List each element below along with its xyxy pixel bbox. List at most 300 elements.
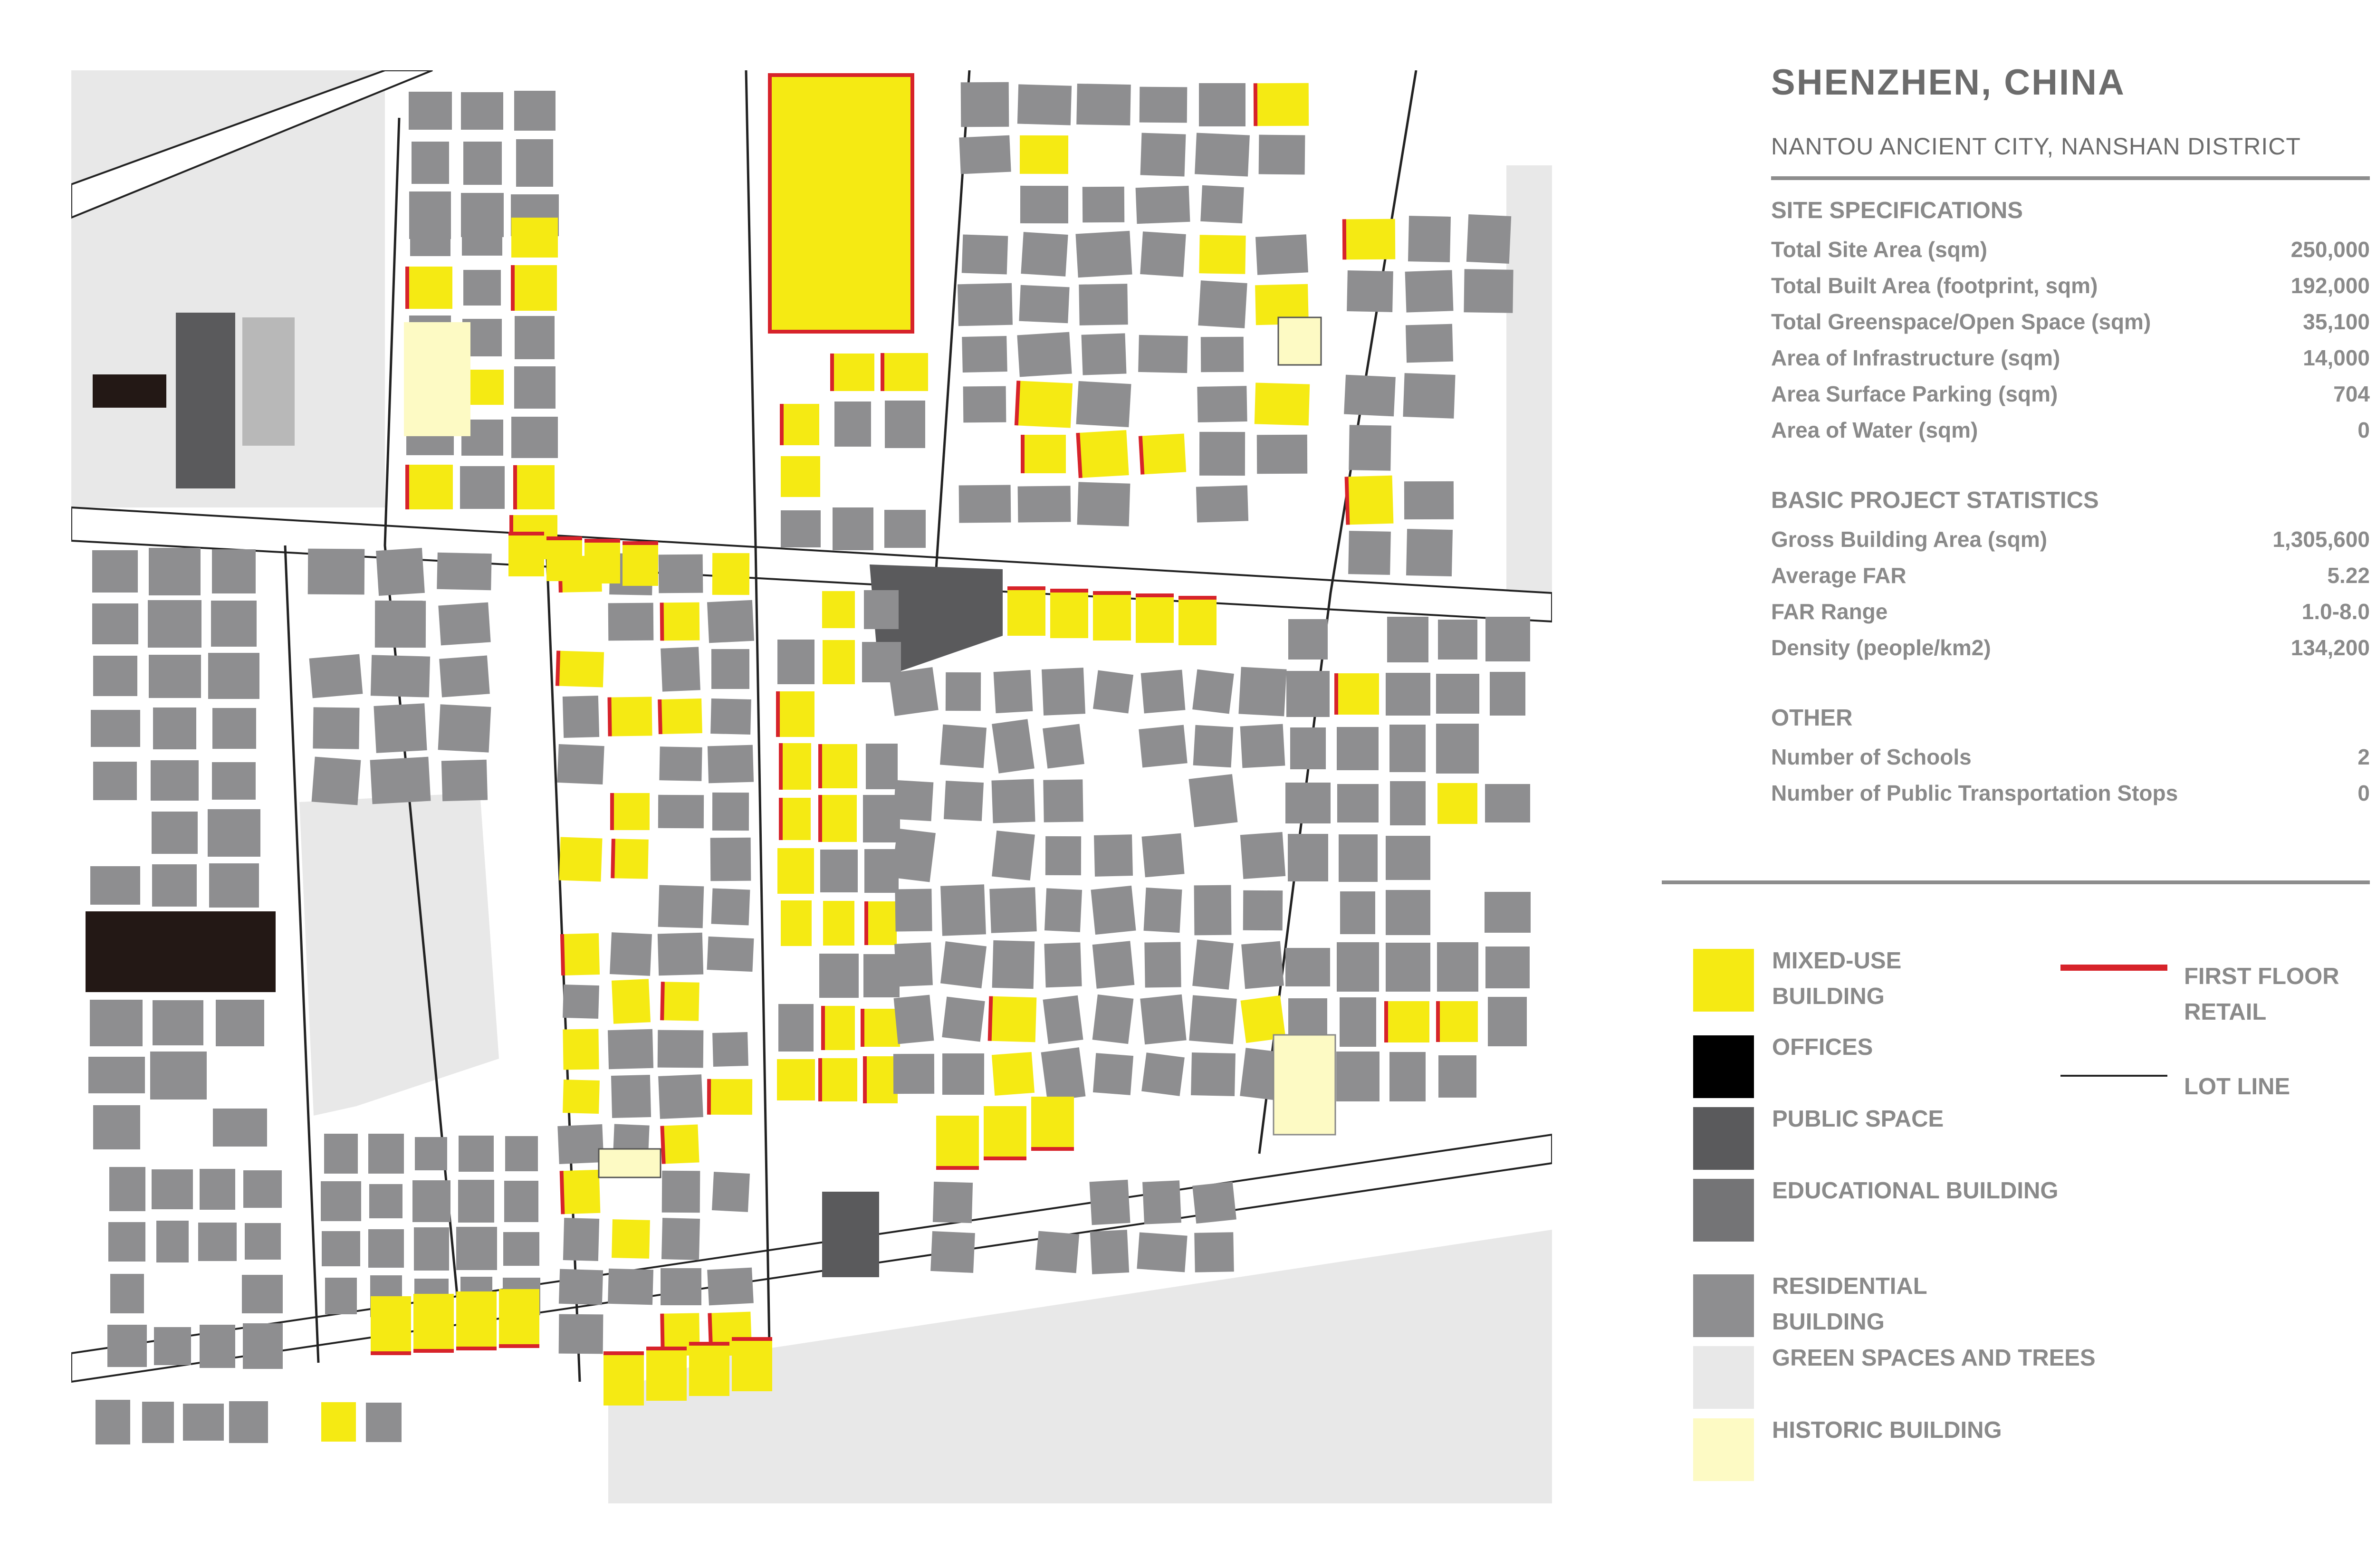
residential-building [153, 708, 196, 749]
residential-building [661, 1218, 700, 1260]
residential-building [1141, 1052, 1185, 1096]
residential-building [991, 779, 1035, 823]
residential-building [1042, 668, 1085, 716]
residential-building [1485, 617, 1530, 661]
residential-building [1257, 435, 1307, 474]
first-floor-retail-line [660, 982, 665, 1020]
residential-building [150, 1052, 207, 1100]
residential-building [1485, 784, 1530, 822]
residential-building [1389, 1052, 1426, 1101]
residential-building [153, 1000, 203, 1045]
residential-building [439, 655, 490, 697]
residential-building [412, 1180, 450, 1222]
residential-building [659, 555, 703, 593]
residential-building [410, 220, 450, 256]
residential-building [1077, 482, 1131, 526]
residential-building [942, 997, 985, 1042]
residential-building [1189, 995, 1237, 1044]
residential-building [707, 937, 754, 972]
residential-building [559, 1314, 604, 1354]
mixed-use-building [513, 265, 557, 311]
residential-building [608, 603, 654, 641]
first-floor-retail-line [604, 1351, 644, 1355]
mixed-use-building [820, 744, 857, 788]
first-floor-retail-line [508, 532, 544, 535]
mixed-use-building [882, 353, 928, 391]
mixed-use-building [456, 1291, 497, 1348]
residential-building [1386, 890, 1430, 935]
residential-building [312, 756, 361, 805]
residential-building [608, 1029, 653, 1069]
mixed-use-building [1199, 235, 1245, 274]
first-floor-retail-line [821, 1006, 825, 1050]
mixed-use-building [732, 1339, 772, 1391]
mixed-use-building [371, 1296, 411, 1353]
residential-building [1141, 833, 1184, 878]
stat-label: Average FAR [1771, 563, 1907, 588]
stat-value: 1,305,600 [2272, 527, 2370, 552]
residential-building [243, 1323, 283, 1369]
mixed-use-building [1140, 434, 1186, 475]
first-floor-retail-line [1031, 1147, 1074, 1151]
mixed-use-building [822, 591, 855, 628]
mixed-use-building [1437, 783, 1477, 824]
residential-building [992, 940, 1035, 989]
mixed-use-building [1023, 435, 1066, 473]
legend-green [1693, 1346, 2096, 1409]
legend-label: HISTORIC BUILDING [1772, 1417, 2002, 1443]
residential-building [1137, 1232, 1187, 1272]
residential-building [374, 703, 427, 753]
mixed-use-building [612, 979, 651, 1023]
residential-building [152, 812, 198, 854]
residential-building [708, 745, 754, 784]
first-floor-retail-line [779, 743, 783, 790]
residential-building [463, 270, 501, 306]
residential-building [514, 91, 556, 131]
residential-building [200, 1169, 235, 1210]
residential-building [110, 1274, 144, 1313]
residential-building [930, 1231, 975, 1273]
residential-building [107, 1325, 147, 1367]
mixed-use-building [984, 1106, 1026, 1158]
divider [1771, 176, 2370, 180]
first-floor-retail-line [863, 1056, 867, 1103]
spec-value: 0 [2357, 418, 2370, 442]
offices-block-1 [93, 374, 166, 408]
residential-building [994, 670, 1033, 713]
first-floor-retail-line [1436, 1001, 1440, 1042]
first-floor-retail-line [864, 901, 868, 945]
residential-building [1438, 620, 1477, 660]
residential-building [894, 942, 933, 986]
residential-building [90, 1000, 143, 1046]
residential-building [1438, 1055, 1476, 1098]
residential-building [1197, 386, 1247, 422]
mixed-use-building [778, 691, 814, 737]
residential-building [1405, 270, 1454, 312]
residential-building [154, 1327, 191, 1365]
residential-building [516, 139, 553, 187]
residential-building [712, 793, 749, 831]
residential-building [412, 142, 449, 184]
first-floor-retail-line [513, 465, 517, 509]
mixed-use-building [613, 839, 649, 879]
residential-building [893, 780, 934, 822]
residential-building [1336, 1052, 1380, 1101]
residential-building [661, 647, 700, 691]
historic-building-3 [1278, 317, 1321, 365]
residential-building [1043, 995, 1083, 1044]
other-label: Number of Schools [1771, 745, 1972, 769]
residential-building [1464, 269, 1513, 313]
residential-building [1140, 87, 1188, 123]
retail-line-swatch [2060, 965, 2167, 971]
mixed-use-building [1344, 219, 1396, 260]
residential-building [1288, 619, 1328, 660]
residential-building [1199, 83, 1245, 126]
spec-row [1771, 412, 2370, 448]
residential-building [1403, 373, 1455, 419]
residential-building [959, 135, 1011, 174]
spec-row [1771, 340, 2370, 376]
residential-building [438, 602, 490, 646]
residential-building [1076, 84, 1131, 125]
residential-building [1240, 724, 1285, 768]
first-floor-retail-line [818, 1058, 822, 1101]
mixed-use-building [562, 1170, 601, 1214]
first-floor-retail-line [610, 793, 614, 830]
residential-building [940, 941, 987, 988]
mixed-use-building [1136, 595, 1174, 643]
residential-building [557, 1124, 604, 1164]
residential-building [1138, 335, 1188, 373]
residential-building [242, 1275, 283, 1313]
first-floor-retail-line [779, 798, 783, 840]
residential-building [375, 601, 426, 648]
mixed-use-building [990, 996, 1037, 1042]
mixed-use-building [646, 1348, 687, 1401]
residential-building [370, 757, 431, 804]
first-floor-retail-line [371, 1351, 411, 1355]
spec-label: Area of Infrastructure (sqm) [1771, 345, 2060, 370]
residential-building [1337, 942, 1379, 992]
spec-row [1771, 231, 2370, 268]
mixed-use-building [499, 1289, 539, 1346]
residential-building [885, 401, 925, 448]
residential-building [961, 82, 1009, 127]
residential-building [1408, 216, 1451, 262]
residential-building [1191, 1052, 1236, 1096]
first-floor-retail-line [1136, 593, 1174, 597]
legend-label: RESIDENTIAL BUILDING [1772, 1273, 1927, 1335]
residential-building [1144, 942, 1181, 987]
mixed-use-building [1255, 83, 1309, 126]
residential-building [1285, 783, 1331, 823]
residential-building [1339, 834, 1378, 882]
residential-building [313, 707, 359, 749]
site-specifications-heading: SITE SPECIFICATIONS [1771, 198, 2023, 223]
residential-building [1406, 324, 1453, 363]
site-map [71, 70, 1552, 1503]
first-floor-retail-line [936, 1166, 979, 1170]
residential-building [1238, 667, 1286, 716]
residential-building [1192, 669, 1234, 714]
residential-building [1466, 214, 1511, 264]
residential-building [608, 1269, 653, 1305]
first-floor-retail-line [660, 602, 664, 641]
other-section [1771, 700, 2370, 811]
residential-building [198, 1223, 237, 1261]
residential-building [1021, 232, 1068, 277]
first-floor-retail-line [646, 1347, 687, 1350]
residential-building [1386, 943, 1430, 992]
residential-building [559, 1269, 603, 1305]
residential-building [1241, 941, 1284, 989]
other-value: 2 [2357, 745, 2370, 769]
residential-building [108, 1222, 145, 1262]
residential-building [93, 762, 137, 800]
residential-building [309, 654, 363, 698]
residential-building [88, 1057, 145, 1093]
mixed-use-building [777, 848, 814, 894]
residential-building [1083, 187, 1124, 223]
residential-building [942, 1053, 984, 1095]
residential-building [369, 1184, 402, 1218]
mixed-use-building [823, 640, 855, 684]
residential-building [610, 932, 652, 976]
first-floor-retail-line [405, 465, 409, 509]
mixed-use-building [662, 1124, 699, 1164]
residential-building [1389, 725, 1426, 772]
residential-building [1290, 727, 1326, 769]
legend-educational [1693, 1179, 2059, 1242]
residential-building [149, 655, 201, 698]
residential-building [1387, 617, 1428, 662]
residential-building [1139, 725, 1187, 768]
residential-building [1045, 836, 1081, 875]
legend-label: OFFICES [1772, 1034, 1873, 1060]
residential-building [1344, 375, 1396, 417]
residential-building [1079, 284, 1128, 325]
residential-building [1089, 1180, 1130, 1225]
residential-building [819, 954, 859, 998]
residential-building [1136, 186, 1190, 224]
residential-building [989, 887, 1036, 933]
residential-building [1437, 942, 1478, 992]
residential-building [707, 1268, 754, 1306]
residential-building [243, 1170, 282, 1208]
residential-building [216, 1000, 264, 1046]
residential-building [1075, 231, 1132, 277]
residential-building [1044, 943, 1082, 988]
residential-building [1337, 784, 1379, 822]
residential-building [90, 866, 140, 905]
spec-row [1771, 304, 2370, 340]
mixed-use-building [689, 1344, 729, 1396]
residential-building [707, 600, 754, 643]
residential-building [1390, 781, 1426, 825]
residential-building [456, 1227, 497, 1270]
residential-building [1142, 1180, 1181, 1224]
spec-label: Area Surface Parking (sqm) [1771, 382, 2058, 406]
residential-building [884, 510, 926, 548]
residential-building [820, 850, 858, 892]
first-floor-retail-line [732, 1337, 772, 1341]
residential-building [371, 655, 430, 697]
residential-building [563, 696, 599, 738]
spec-value: 14,000 [2303, 345, 2370, 370]
residential-building [1044, 888, 1082, 932]
residential-swatch [1693, 1274, 1754, 1337]
first-floor-retail-line [1178, 596, 1217, 600]
mixed-use-building [709, 1079, 752, 1115]
residential-building [458, 1180, 494, 1223]
residential-building [1093, 1053, 1133, 1095]
residential-building [461, 92, 503, 130]
first-floor-retail-line [499, 1344, 539, 1348]
residential-building [308, 549, 365, 595]
residential-building [658, 795, 704, 828]
first-floor-retail-line [818, 744, 822, 788]
legend-label: FIRST FLOOR RETAIL [2184, 964, 2339, 1025]
mixed-use-building [612, 793, 650, 830]
residential-building [1340, 891, 1375, 934]
mixed-use-building [712, 553, 749, 595]
residential-building [992, 719, 1035, 774]
residential-building [1488, 997, 1527, 1046]
residential-building [209, 863, 259, 908]
residential-building [409, 92, 452, 130]
residential-building [213, 1109, 267, 1147]
first-floor-retail-line [584, 539, 620, 543]
legend-historic [1693, 1418, 2002, 1481]
mixed-use-building [407, 465, 453, 509]
residential-building [1490, 672, 1525, 716]
page-title: SHENZHEN, CHINA [1771, 62, 2126, 103]
mixed-use-building [515, 465, 555, 509]
first-floor-retail-line [881, 353, 884, 391]
residential-building [946, 672, 981, 711]
residential-building [1349, 425, 1391, 470]
mixed-use-building [820, 795, 857, 842]
stat-label: FAR Range [1771, 599, 1888, 624]
spec-value: 704 [2333, 382, 2370, 406]
residential-building [438, 704, 491, 752]
spec-label: Total Built Area (footprint, sqm) [1771, 273, 2098, 298]
mixed-use-building [584, 541, 620, 583]
historic-swatch [1693, 1418, 1754, 1481]
residential-building [148, 600, 201, 648]
residential-building [92, 550, 138, 593]
residential-building [152, 1169, 193, 1209]
residential-building [662, 1171, 700, 1213]
mixed-use-building [832, 354, 874, 391]
residential-building [711, 888, 750, 925]
residential-building [1436, 724, 1479, 774]
spec-value: 192,000 [2290, 273, 2370, 298]
mixed-use-building [1336, 673, 1379, 715]
legend-residential [1693, 1274, 1927, 1340]
mixed-use-building [563, 1080, 600, 1114]
stat-value: 5.22 [2327, 563, 2370, 588]
residential-building [958, 283, 1013, 326]
mixed-use-building [612, 1219, 650, 1259]
residential-building [1140, 994, 1187, 1045]
residential-building [658, 933, 703, 976]
stat-row [1771, 521, 2370, 557]
residential-building [944, 781, 984, 821]
first-floor-retail-line [456, 1347, 497, 1350]
residential-building [1035, 1231, 1079, 1273]
residential-building [1199, 432, 1245, 476]
residential-building [1255, 234, 1308, 275]
residential-building [1091, 886, 1136, 935]
residential-building [1094, 834, 1133, 877]
residential-building [183, 1404, 224, 1441]
educational-swatch [1693, 1179, 1754, 1242]
first-floor-retail-line [607, 698, 612, 736]
residential-building [1193, 725, 1234, 767]
residential-building [463, 142, 502, 185]
spec-value: 250,000 [2290, 237, 2370, 262]
residential-building [324, 1134, 358, 1174]
residential-building [1093, 670, 1133, 713]
residential-building [211, 601, 257, 647]
stat-label: Gross Building Area (sqm) [1771, 527, 2048, 552]
mixed-use-building [546, 538, 582, 581]
residential-building [414, 1227, 449, 1271]
residential-building [1406, 529, 1453, 576]
residential-building [778, 1004, 814, 1052]
residential-building [933, 1182, 973, 1223]
residential-building [441, 760, 488, 802]
first-floor-retail-line [1050, 589, 1088, 593]
mixed-use-building [511, 218, 558, 258]
residential-building [833, 507, 873, 550]
residential-building [1288, 834, 1328, 881]
mixed-use-building [781, 798, 811, 840]
historic-building-4 [599, 1149, 661, 1177]
first-floor-retail-line [1093, 591, 1131, 595]
spec-row [1771, 268, 2370, 304]
legend-label: EDUCATIONAL BUILDING [1772, 1178, 2059, 1204]
residential-building [1259, 135, 1305, 175]
stat-label: Density (people/km2) [1771, 635, 1991, 660]
other-row [1771, 775, 2370, 811]
mixed-use-building [1093, 593, 1131, 641]
other-label: Number of Public Transportation Stops [1771, 781, 2178, 805]
mixed-use-building [604, 1353, 644, 1405]
mixed-use-building [1255, 382, 1310, 425]
mixed-use-building [1031, 1097, 1074, 1149]
residential-building [1386, 836, 1430, 880]
residential-building [1140, 133, 1186, 176]
residential-building [1436, 674, 1479, 714]
mixed-use-building [1007, 588, 1045, 636]
residential-building [1144, 888, 1182, 933]
residential-building [151, 760, 199, 801]
residential-building [511, 417, 558, 458]
residential-building [711, 649, 749, 689]
residential-building [459, 1136, 494, 1172]
public-space-south [822, 1192, 879, 1277]
residential-building [92, 603, 138, 644]
legend-lot-line [2060, 1075, 2290, 1105]
residential-building [895, 889, 932, 931]
offices-swatch [1693, 1035, 1754, 1098]
first-floor-retail-line [689, 1342, 729, 1346]
